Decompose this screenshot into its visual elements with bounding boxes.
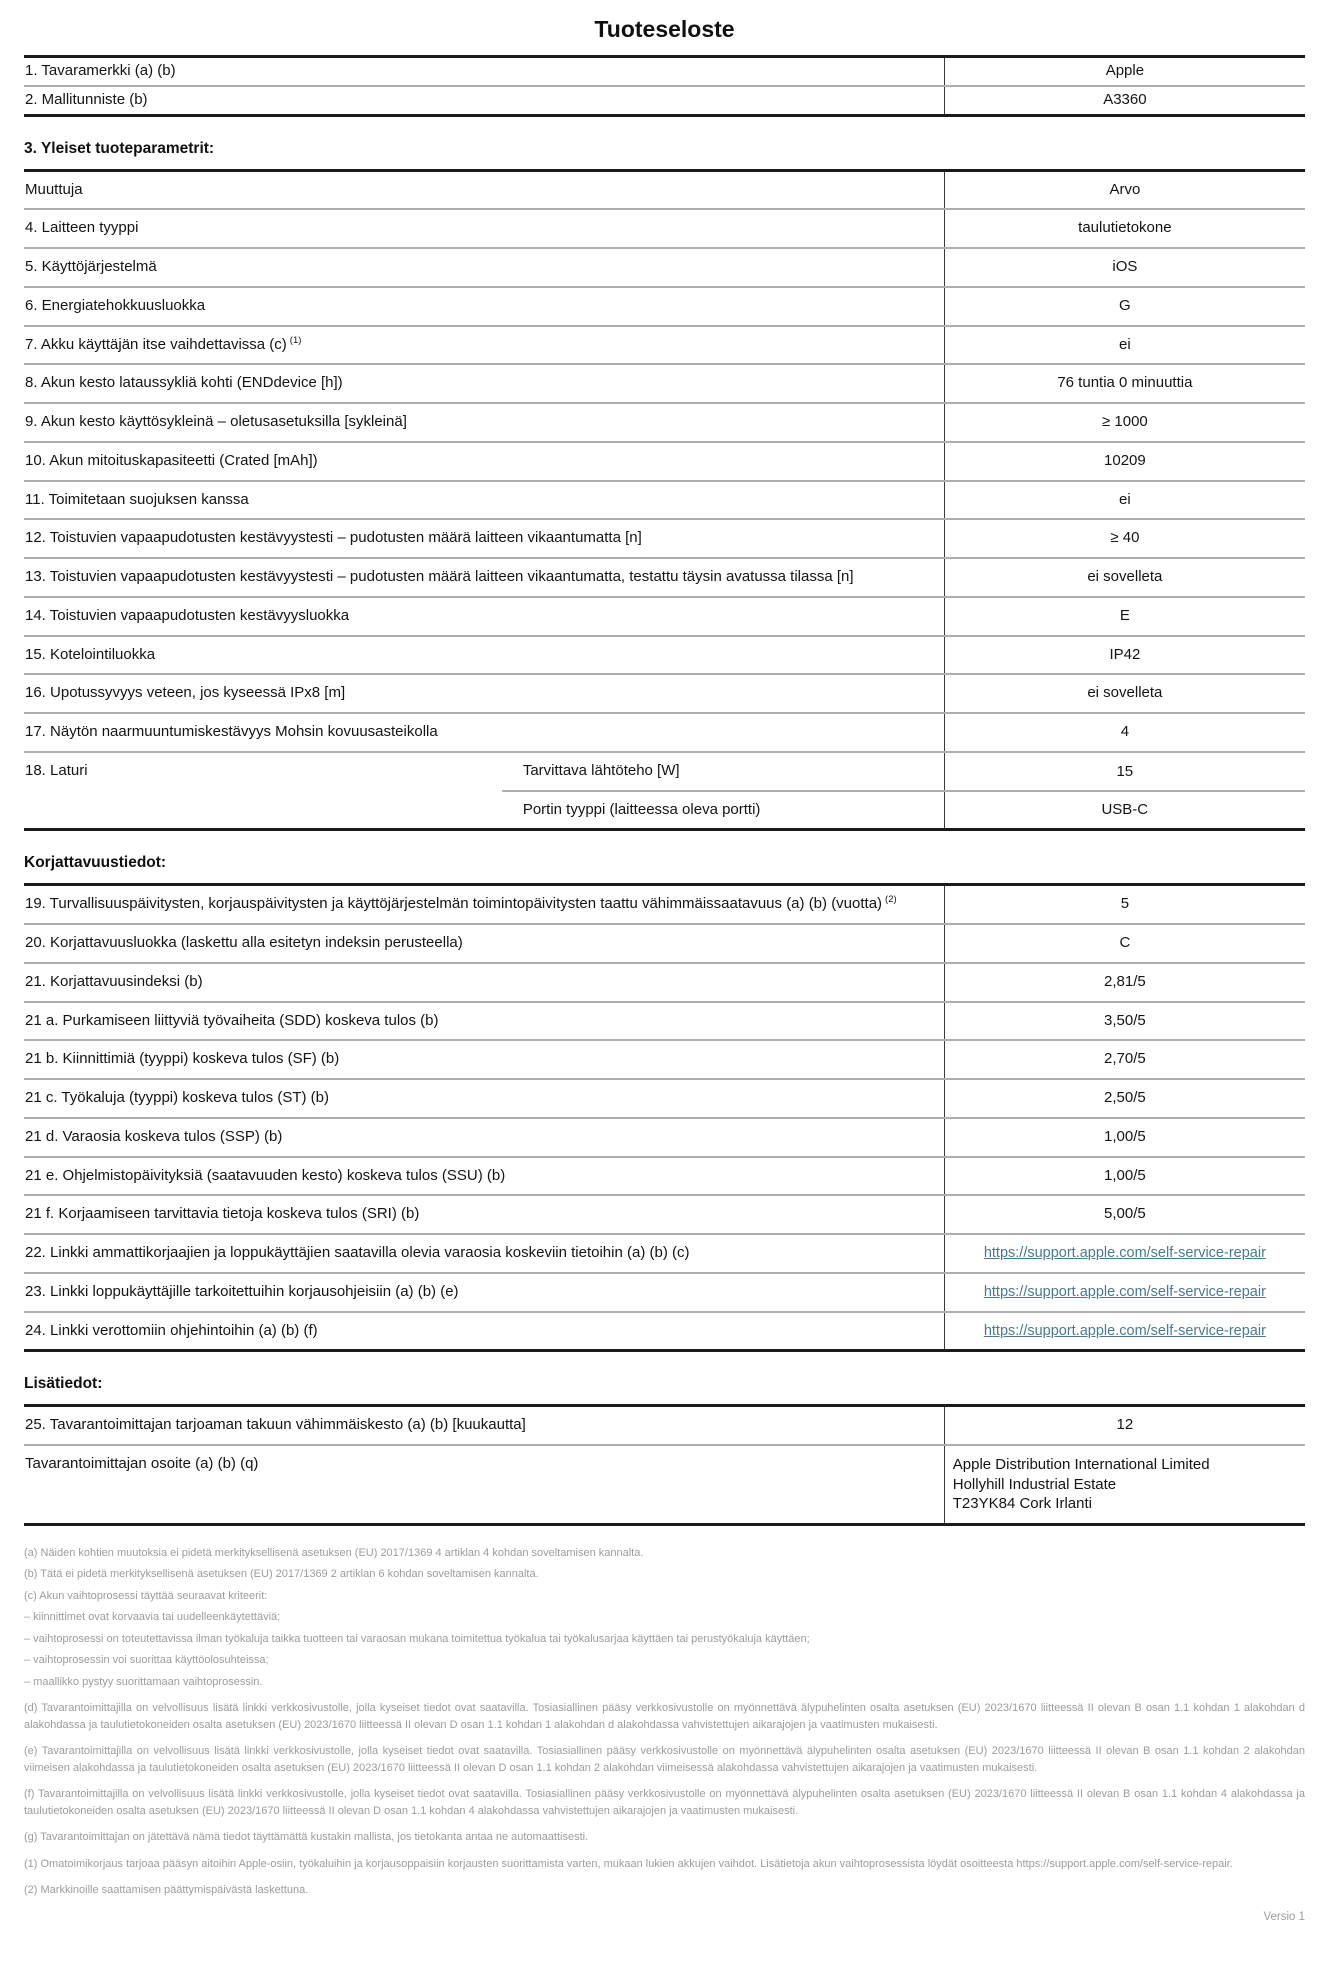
row-label: Tarvittava lähtöteho [W] — [522, 761, 680, 779]
additional-info-table — [24, 1404, 1305, 1525]
row-label: 21 f. Korjaamiseen tarvittavia tietoja koskeva tulos (SRI) (b) — [25, 1205, 420, 1223]
footnote-ref: (2) — [885, 894, 897, 906]
footnote: (e) Tavarantoimittajilla on velvollisuus lisätä linkki verkkosivustolle, jolla kyseiset tiedot ovat saatavilla. Tosiasiallinen pääsy verkkosivustolle on myönnettävä älypuhelinten osalta asetuksen (EU) 2023/1670 liitteessä II olevan B osan 1.1 kohdan 2 alakohdan viimeisen alakohdassa ja taulutietokoneiden osalta asetuksen (EU) 2023/1670 liitteessä II olevan D osan 1.1 kohdan 2 alakohdan viimeisessä alakohdassa vahvistettujen aikarajojen ja vaatimusten mukaisesti. — [24, 1745, 1305, 1774]
version-label: Versio 1 — [1263, 1910, 1305, 1923]
row-value: ei — [944, 482, 1305, 519]
row-value: 2,81/5 — [944, 964, 1305, 1001]
address-line: T23YK84 Cork Irlanti — [952, 1495, 1092, 1512]
table-row — [24, 482, 1305, 521]
table-row — [502, 753, 1305, 792]
row-value: 10209 — [944, 443, 1305, 480]
footnote: (b) Tätä ei pidetä merkityksellisenä asetuksen (EU) 2017/1369 2 artiklan 6 kohdan soveltamisen kannalta. — [24, 1568, 539, 1580]
table-row — [24, 210, 1305, 249]
row-label: Tavarantoimittajan osoite (a) (b) (q) — [25, 1455, 259, 1472]
row-label: 18. Laturi — [25, 761, 88, 779]
row-label: 25. Tavarantoimittajan tarjoaman takuun vähimmäiskesto (a) (b) [kuukautta] — [25, 1416, 526, 1434]
table-row — [24, 249, 1305, 288]
row-value: ≥ 40 — [944, 520, 1305, 557]
table-row — [24, 1313, 1305, 1350]
table-row — [24, 964, 1305, 1003]
footnote: (c) Akun vaihtoprosessi täyttää seuraavat kriteerit: — [24, 1589, 268, 1602]
row-value: Apple — [944, 58, 1305, 85]
row-label: 9. Akun kesto käyttösykleinä – oletusasetuksilla [sykleinä] — [25, 413, 407, 430]
footnote: (2) Markkinoille saattamisen päättymispäivästä laskettuna. — [24, 1884, 309, 1896]
row-label: 21 d. Varaosia koskeva tulos (SSP) (b) — [25, 1127, 283, 1145]
table-row — [24, 1119, 1305, 1158]
row-label: 21 b. Kiinnittimiä (tyyppi) koskeva tulos (SF) (b) — [25, 1050, 340, 1068]
table-row — [24, 1235, 1305, 1274]
row-value: G — [944, 288, 1305, 325]
address-line: Hollyhill Industrial Estate — [952, 1475, 1117, 1493]
general-parameters-table — [24, 169, 1305, 832]
footnotes — [24, 1545, 1305, 1899]
row-value: 1,00/5 — [944, 1158, 1305, 1195]
table-row — [24, 675, 1305, 714]
column-header-variable: Muuttuja — [25, 180, 83, 198]
table-row — [24, 598, 1305, 637]
row-label: 12. Toistuvien vapaapudotusten kestävyystesti – pudotusten määrä laitteen vikaantumatta [n] — [25, 529, 642, 547]
table-row — [24, 886, 1305, 925]
row-label: 2. Mallitunniste (b) — [25, 90, 148, 108]
row-value: ei sovelleta — [944, 675, 1305, 712]
footnote: (1) Omatoimikorjaus tarjoaa pääsyn aitoihin Apple-osiin, työkaluihin ja korjausoppaisiin korjausten suorittamista varten, mukaan lukien akkujen vaihdot. Lisätietoja akun vaihtoprosessista löydät osoitteesta https://support.apple.com/self-service-repair. — [24, 1857, 1233, 1870]
supplier-address — [944, 1446, 1305, 1523]
section-heading-additional: Lisätiedot: — [24, 1375, 103, 1393]
charger-row — [24, 753, 1305, 829]
footnote: – vaihtoprosessi on toteutettavissa ilman työkaluja taikka tuotteen tai varaosan mukana toimitettua työkalua tai työkalusarjaa käyttäen tai perustyökaluja käyttäen; — [24, 1632, 810, 1645]
table-row — [24, 1041, 1305, 1080]
table-row — [24, 1080, 1305, 1119]
footnote: – vaihtoprosessin voi suorittaa käyttöolosuhteissa; — [24, 1654, 269, 1666]
row-label: 7. Akku käyttäjän itse vaihdettavissa (c) $^{(1)}$ — [25, 334, 302, 353]
section-heading-repairability: Korjattavuustiedot: — [24, 854, 167, 872]
table-row — [24, 520, 1305, 559]
table-row — [24, 925, 1305, 964]
row-value: 76 tuntia 0 minuuttia — [944, 365, 1305, 402]
table-row — [24, 714, 1305, 753]
row-label: 13. Toistuvien vapaapudotusten kestävyystesti – pudotusten määrä laitteen vikaantumatta, testattu täysin avatussa tilassa [n] — [25, 568, 854, 585]
row-label: 21. Korjattavuusindeksi (b) — [25, 972, 203, 990]
page-title: Tuoteseloste — [594, 16, 735, 42]
repair-instructions-link[interactable]: https://support.apple.com/self-service-repair — [983, 1284, 1266, 1301]
row-value — [944, 1313, 1305, 1350]
table-row — [24, 404, 1305, 443]
table-row — [24, 288, 1305, 327]
row-label: 5. Käyttöjärjestelmä — [25, 258, 157, 275]
table-row — [24, 87, 1305, 114]
table-row — [502, 792, 1305, 829]
row-value: 3,50/5 — [944, 1003, 1305, 1040]
spare-parts-link[interactable]: https://support.apple.com/self-service-repair — [983, 1245, 1266, 1262]
row-label: 1. Tavaramerkki (a) (b) — [25, 62, 176, 79]
column-header-value: Arvo — [944, 172, 1305, 209]
row-value — [944, 1235, 1305, 1272]
row-value: A3360 — [944, 87, 1305, 114]
row-value: IP42 — [944, 637, 1305, 674]
repairability-table — [24, 883, 1305, 1352]
row-value: 4 — [944, 714, 1305, 751]
row-label: 21 c. Työkaluja (tyyppi) koskeva tulos (ST) (b) — [25, 1089, 329, 1106]
row-value: 12 — [944, 1407, 1305, 1444]
table-row — [24, 365, 1305, 404]
charger-sub-table — [502, 753, 1305, 829]
row-value: 15 — [944, 753, 1305, 790]
row-value: 5 — [944, 886, 1305, 923]
table-row — [24, 1196, 1305, 1235]
row-label: 20. Korjattavuusluokka (laskettu alla esitetyn indeksin perusteella) — [25, 934, 463, 951]
row-label: 21 e. Ohjelmistopäivityksiä (saatavuuden kesto) koskeva tulos (SSU) (b) — [25, 1166, 506, 1184]
list-prices-link[interactable]: https://support.apple.com/self-service-repair — [983, 1322, 1266, 1339]
row-value: ei — [944, 327, 1305, 364]
footnote: – kiinnittimet ovat korvaavia tai uudelleenkäytettäviä; — [24, 1611, 281, 1623]
row-label: 15. Kotelointiluokka — [25, 645, 156, 663]
row-value: taulutietokone — [944, 210, 1305, 247]
row-label: 14. Toistuvien vapaapudotusten kestävyysluokka — [25, 606, 350, 624]
row-value: 1,00/5 — [944, 1119, 1305, 1156]
supplier-address-row — [24, 1446, 1305, 1523]
row-value: 2,50/5 — [944, 1080, 1305, 1117]
table-row — [24, 1158, 1305, 1197]
row-label: 19. Turvallisuuspäivitysten, korjauspäivitysten ja käyttöjärjestelmän toimintopäivitysten taattu vähimmäissaatavuus (a) (b) (vuotta) $^{(2)}$ — [25, 894, 897, 913]
row-value: iOS — [944, 249, 1305, 286]
table-row — [24, 1003, 1305, 1042]
section-heading-general: 3. Yleiset tuoteparametrit: — [24, 139, 215, 157]
table-row — [24, 443, 1305, 482]
table-row — [24, 559, 1305, 598]
footnote: (a) Näiden kohtien muutoksia ei pidetä merkityksellisenä asetuksen (EU) 2017/1369 4 artiklan 4 kohdan soveltamisen kannalta. — [24, 1546, 644, 1559]
row-label: 24. Linkki verottomiin ohjehintoihin (a) (b) (f) — [25, 1321, 318, 1339]
footnote: (f) Tavarantoimittajilla on velvollisuus lisätä linkki verkkosivustolle, jolla kyseiset tiedot ovat saatavilla. Tosiasiallinen pääsy verkkosivustolle on myönnettävä älypuhelinten osalta asetuksen (EU) 2023/1670 liitteessä II olevan B osan 1.1 kohdan 4 alakohdassa ja taulutietokoneiden osalta asetuksen (EU) 2023/1670 liitteessä II olevan D osan 1.1 kohdan 4 alakohdassa vahvistettujen aikarajojen ja vaatimusten mukaisesti. — [24, 1788, 1305, 1817]
row-value: 5,00/5 — [944, 1196, 1305, 1233]
row-label: Portin tyyppi (laitteessa oleva portti) — [522, 800, 761, 818]
row-label: 21 a. Purkamiseen liittyviä työvaiheita (SDD) koskeva tulos (b) — [25, 1011, 439, 1029]
table-row — [24, 1274, 1305, 1313]
row-value: C — [944, 925, 1305, 962]
row-label: 4. Laitteen tyyppi — [25, 219, 139, 237]
brand-table — [24, 55, 1305, 117]
row-value: E — [944, 598, 1305, 635]
row-label: 22. Linkki ammattikorjaajien ja loppukäyttäjien saatavilla olevia varaosia koskeviin tietoihin (a) (b) (c) — [25, 1244, 690, 1261]
footnote: (d) Tavarantoimittajilla on velvollisuus lisätä linkki verkkosivustolle, jolla kyseiset tiedot ovat saatavilla. Tosiasiallinen pääsy verkkosivustolle on myönnettävä älypuhelinten osalta asetuksen (EU) 2023/1670 liitteessä II olevan B osan 1.1 kohdan 1 alakohdan d alakohdassa ja taulutietokoneiden osalta asetuksen (EU) 2023/1670 liitteessä II olevan D osan 1.1 kohdan 1 alakohdan d alakohdassa vahvistettujen aikarajojen ja vaatimusten mukaisesti. — [24, 1702, 1305, 1731]
row-label: 17. Näytön naarmuuntumiskestävyys Mohsin kovuusasteikolla — [25, 723, 438, 740]
row-label: 23. Linkki loppukäyttäjille tarkoitettuihin korjausohjeisiin (a) (b) (e) — [25, 1282, 459, 1300]
row-label: 8. Akun kesto lataussykliä kohti (ENDdevice [h]) — [25, 374, 343, 392]
row-value: 2,70/5 — [944, 1041, 1305, 1078]
footnote: (g) Tavarantoimittajan on jätettävä nämä tiedot täyttämättä kustakin mallista, jos tietokanta antaa ne automaattisesti. — [24, 1831, 589, 1843]
row-label: 6. Energiatehokkuusluokka — [25, 296, 206, 314]
footnote: – maallikko pystyy suorittamaan vaihtoprosessin. — [24, 1675, 263, 1688]
row-value: USB-C — [944, 792, 1305, 829]
row-value: ei sovelleta — [944, 559, 1305, 596]
footnote-ref: (1) — [289, 334, 302, 346]
table-row — [24, 327, 1305, 366]
table-header-row — [24, 172, 1305, 211]
row-label: 11. Toimitetaan suojuksen kanssa — [25, 490, 249, 508]
row-value: ≥ 1000 — [944, 404, 1305, 441]
table-row — [24, 1407, 1305, 1446]
row-label: 10. Akun mitoituskapasiteetti (Crated [mAh]) — [25, 451, 318, 469]
table-row — [24, 637, 1305, 676]
row-value — [944, 1274, 1305, 1311]
address-line: Apple Distribution International Limited — [952, 1456, 1210, 1473]
table-row — [24, 58, 1305, 87]
row-label: 16. Upotussyvyys veteen, jos kyseessä IPx8 [m] — [25, 684, 346, 702]
